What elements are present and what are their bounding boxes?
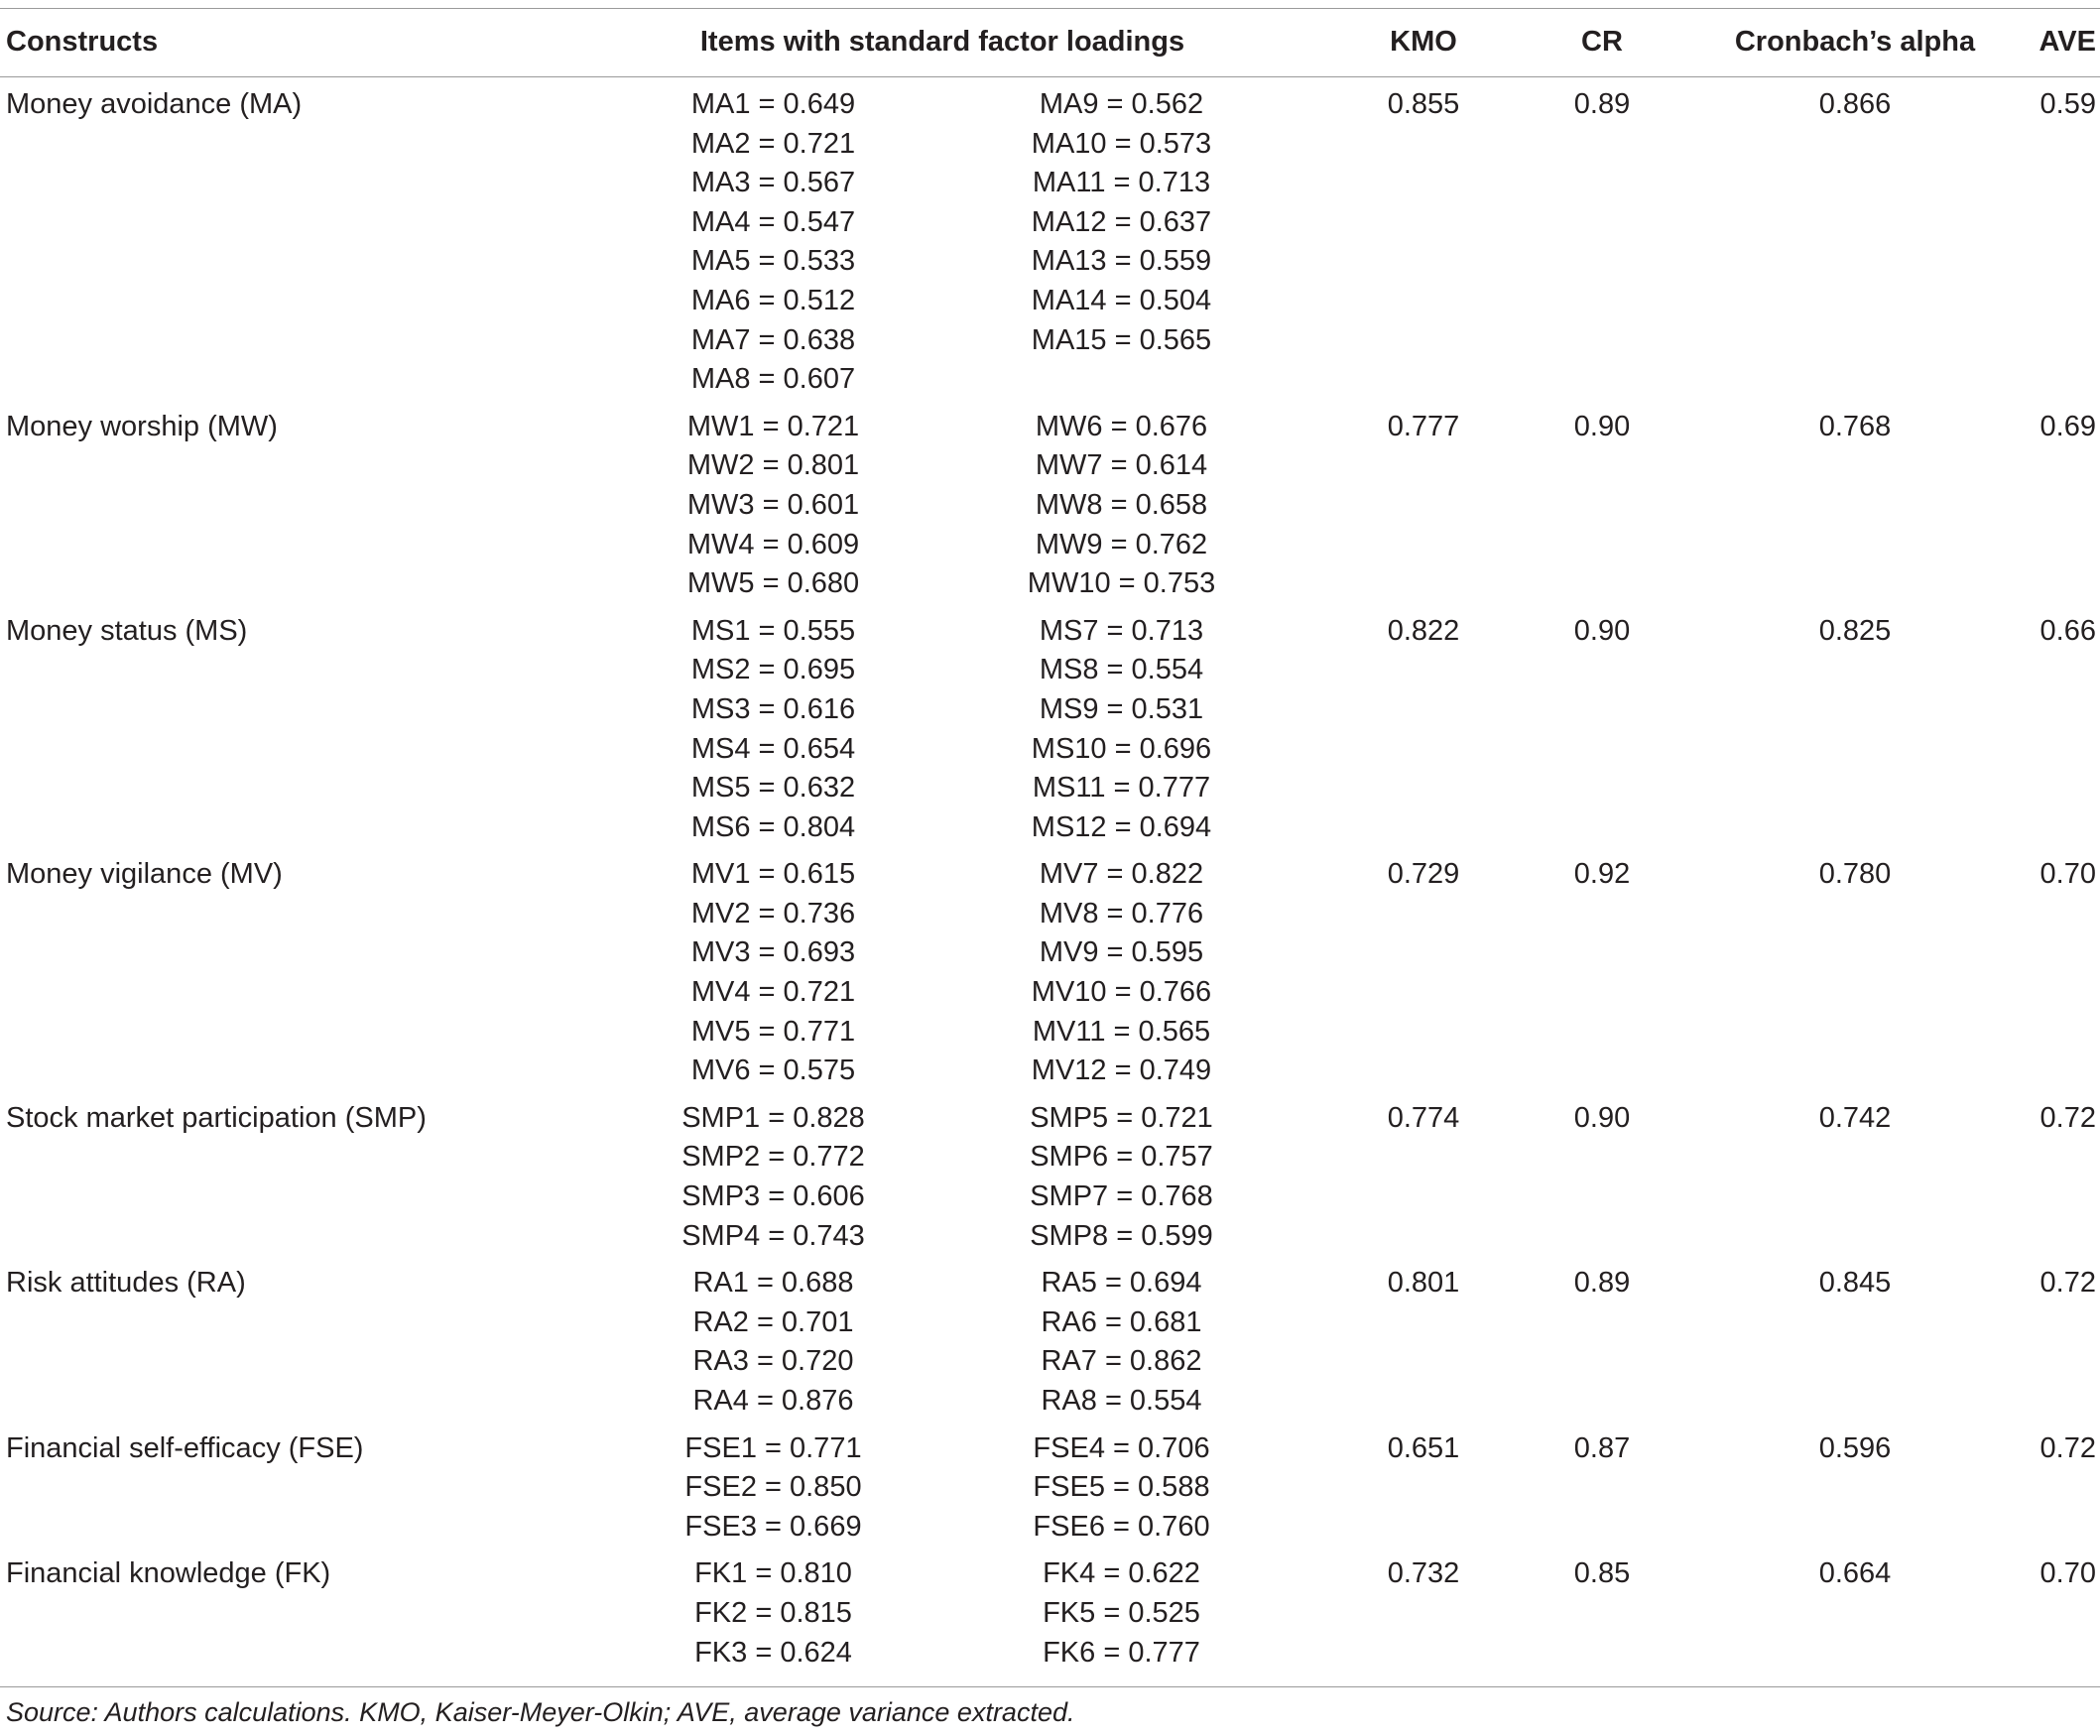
item-loading: MS6 = 0.804 xyxy=(690,810,856,843)
table-footnote: Source: Authors calculations. KMO, Kaiser-Meyer-Olkin; AVE, average variance extracted. xyxy=(6,1697,1075,1727)
item-loading: MW6 = 0.676 xyxy=(1035,410,1208,442)
table-row xyxy=(0,1256,2100,1421)
item-loading: MW7 = 0.614 xyxy=(1035,449,1208,482)
item-loading: MW5 = 0.680 xyxy=(686,567,860,600)
alpha-value: 0.742 xyxy=(1818,1101,1892,1134)
kmo-value: 0.651 xyxy=(1387,1431,1460,1464)
table-row xyxy=(0,1091,2100,1256)
item-loadings-right xyxy=(1012,400,1329,604)
item-loading: MA10 = 0.573 xyxy=(1031,127,1212,160)
cr-value: 0.90 xyxy=(1573,1101,1631,1134)
item-loading: MA7 = 0.638 xyxy=(690,323,856,356)
item-loading: SMP7 = 0.768 xyxy=(1030,1180,1213,1213)
header-kmo: KMO xyxy=(1390,26,1457,59)
item-loading: MA12 = 0.637 xyxy=(1031,205,1212,238)
cr-value: 0.89 xyxy=(1573,88,1631,120)
item-loading: MS1 = 0.555 xyxy=(690,614,856,647)
item-loading: SMP8 = 0.599 xyxy=(1030,1219,1213,1252)
item-loading: MW4 = 0.609 xyxy=(686,528,860,560)
item-loading: FK4 = 0.622 xyxy=(1043,1557,1200,1590)
item-loading: MS7 = 0.713 xyxy=(1039,614,1204,647)
item-loadings-right xyxy=(1012,1547,1329,1673)
kmo-value: 0.801 xyxy=(1387,1267,1460,1300)
cr-value: 0.89 xyxy=(1573,1267,1631,1300)
header-cr: CR xyxy=(1581,26,1623,59)
item-loading: MA14 = 0.504 xyxy=(1031,284,1212,316)
item-loading: MW9 = 0.762 xyxy=(1035,528,1208,560)
item-loadings-left xyxy=(556,1422,1012,1548)
header-ave: AVE xyxy=(2038,26,2096,59)
construct-name: Financial self-efficacy (FSE) xyxy=(6,1431,364,1464)
item-loading: MV11 = 0.565 xyxy=(1032,1015,1211,1048)
item-loading: MV8 = 0.776 xyxy=(1039,897,1204,930)
item-loading: MA5 = 0.533 xyxy=(690,245,856,278)
kmo-value: 0.822 xyxy=(1387,614,1460,647)
item-loading: MV10 = 0.766 xyxy=(1031,976,1212,1009)
item-loadings-right xyxy=(1012,1091,1329,1256)
kmo-value: 0.729 xyxy=(1387,858,1460,891)
item-loading: MA15 = 0.565 xyxy=(1031,323,1212,356)
item-loading: MA9 = 0.562 xyxy=(1039,88,1204,120)
ave-value: 0.70 xyxy=(2039,1557,2096,1590)
cr-value: 0.85 xyxy=(1573,1557,1631,1590)
cr-value: 0.87 xyxy=(1573,1431,1631,1464)
ave-value: 0.70 xyxy=(2039,858,2096,891)
construct-name: Money vigilance (MV) xyxy=(6,858,283,891)
item-loading: MS8 = 0.554 xyxy=(1039,654,1204,686)
item-loadings-right xyxy=(1012,604,1329,848)
kmo-value: 0.732 xyxy=(1387,1557,1460,1590)
table-row xyxy=(0,400,2100,604)
alpha-value: 0.845 xyxy=(1818,1267,1892,1300)
construct-name: Financial knowledge (FK) xyxy=(6,1557,331,1590)
item-loading: FSE2 = 0.850 xyxy=(684,1471,862,1504)
table-header xyxy=(0,9,2100,77)
kmo-value: 0.855 xyxy=(1387,88,1460,120)
item-loading: SMP3 = 0.606 xyxy=(681,1180,865,1213)
table-row xyxy=(0,604,2100,848)
item-loadings-left xyxy=(556,1256,1012,1421)
alpha-value: 0.866 xyxy=(1818,88,1892,120)
header-alpha: Cronbach’s alpha xyxy=(1734,26,1976,59)
reliability-table xyxy=(0,8,2100,1673)
item-loading: FK6 = 0.777 xyxy=(1043,1636,1200,1669)
item-loading: RA4 = 0.876 xyxy=(692,1385,854,1417)
item-loading: MW2 = 0.801 xyxy=(686,449,860,482)
item-loading: FSE4 = 0.706 xyxy=(1033,1431,1210,1464)
item-loading: RA7 = 0.862 xyxy=(1041,1345,1202,1378)
item-loadings-right xyxy=(1012,77,1329,400)
item-loading: MW10 = 0.753 xyxy=(1027,567,1216,600)
item-loading: MA4 = 0.547 xyxy=(690,205,856,238)
item-loading: MV5 = 0.771 xyxy=(690,1015,856,1048)
item-loading: MS10 = 0.696 xyxy=(1031,732,1212,765)
item-loading: MA1 = 0.649 xyxy=(690,88,856,120)
item-loading: RA1 = 0.688 xyxy=(692,1267,854,1300)
kmo-value: 0.777 xyxy=(1387,410,1460,442)
item-loadings-right xyxy=(1012,847,1329,1091)
item-loading: SMP4 = 0.743 xyxy=(681,1219,865,1252)
alpha-value: 0.768 xyxy=(1818,410,1892,442)
item-loading: MW8 = 0.658 xyxy=(1035,488,1208,521)
item-loading: MW1 = 0.721 xyxy=(686,410,860,442)
item-loading: RA5 = 0.694 xyxy=(1041,1267,1202,1300)
item-loading: MS5 = 0.632 xyxy=(690,772,856,805)
alpha-value: 0.825 xyxy=(1818,614,1892,647)
item-loading: MV12 = 0.749 xyxy=(1031,1054,1212,1087)
alpha-value: 0.780 xyxy=(1818,858,1892,891)
item-loading: MS12 = 0.694 xyxy=(1031,810,1212,843)
item-loading: SMP6 = 0.757 xyxy=(1030,1141,1213,1174)
construct-name: Risk attitudes (RA) xyxy=(6,1267,246,1300)
item-loading: RA6 = 0.681 xyxy=(1041,1305,1202,1338)
construct-name: Money avoidance (MA) xyxy=(6,88,303,120)
item-loading: MA8 = 0.607 xyxy=(690,363,856,396)
item-loadings-left xyxy=(556,400,1012,604)
item-loadings-right xyxy=(1012,1256,1329,1421)
item-loading: SMP2 = 0.772 xyxy=(681,1141,865,1174)
item-loading: MV3 = 0.693 xyxy=(690,936,856,969)
table-row xyxy=(0,1422,2100,1548)
header-items: Items with standard factor loadings xyxy=(699,26,1185,59)
construct-name: Stock market participation (SMP) xyxy=(6,1101,427,1134)
item-loading: RA2 = 0.701 xyxy=(692,1305,854,1338)
alpha-value: 0.664 xyxy=(1818,1557,1892,1590)
item-loading: FK3 = 0.624 xyxy=(694,1636,852,1669)
item-loading: RA3 = 0.720 xyxy=(692,1345,854,1378)
item-loading: MA2 = 0.721 xyxy=(690,127,856,160)
item-loadings-left xyxy=(556,1547,1012,1673)
item-loading: MA11 = 0.713 xyxy=(1032,167,1211,199)
ave-value: 0.66 xyxy=(2039,614,2096,647)
item-loadings-left xyxy=(556,1091,1012,1256)
kmo-value: 0.774 xyxy=(1387,1101,1460,1134)
item-loadings-left xyxy=(556,604,1012,848)
item-loading: FSE5 = 0.588 xyxy=(1033,1471,1210,1504)
item-loading: MV1 = 0.615 xyxy=(690,858,856,891)
item-loading: MA6 = 0.512 xyxy=(690,284,856,316)
item-loadings-right xyxy=(1012,1422,1329,1548)
cr-value: 0.92 xyxy=(1573,858,1631,891)
item-loading: MS11 = 0.777 xyxy=(1032,772,1211,805)
cr-value: 0.90 xyxy=(1573,614,1631,647)
item-loadings-left xyxy=(556,847,1012,1091)
item-loading: FK5 = 0.525 xyxy=(1043,1596,1200,1629)
item-loading: MA13 = 0.559 xyxy=(1031,245,1212,278)
item-loading: FK1 = 0.810 xyxy=(694,1557,852,1590)
item-loading: FSE6 = 0.760 xyxy=(1033,1510,1210,1543)
item-loading: FSE1 = 0.771 xyxy=(684,1431,862,1464)
header-row xyxy=(0,9,2100,77)
item-loading: MV7 = 0.822 xyxy=(1039,858,1204,891)
item-loading: MA3 = 0.567 xyxy=(690,167,856,199)
ave-value: 0.59 xyxy=(2039,88,2096,120)
item-loadings-left xyxy=(556,77,1012,400)
item-loading: SMP5 = 0.721 xyxy=(1030,1101,1213,1134)
ave-value: 0.69 xyxy=(2039,410,2096,442)
cr-value: 0.90 xyxy=(1573,410,1631,442)
item-loading: MV4 = 0.721 xyxy=(690,976,856,1009)
table-row xyxy=(0,77,2100,400)
ave-value: 0.72 xyxy=(2039,1267,2096,1300)
table-body xyxy=(0,77,2100,1674)
item-loading: MS3 = 0.616 xyxy=(690,692,856,725)
item-loading: MV6 = 0.575 xyxy=(690,1054,856,1087)
item-loading: SMP1 = 0.828 xyxy=(681,1101,865,1134)
construct-name: Money worship (MW) xyxy=(6,410,278,442)
ave-value: 0.72 xyxy=(2039,1431,2096,1464)
header-constructs: Constructs xyxy=(6,26,159,59)
bottom-rule xyxy=(0,1686,2100,1687)
item-loading: MV2 = 0.736 xyxy=(690,897,856,930)
table-row xyxy=(0,1547,2100,1673)
alpha-value: 0.596 xyxy=(1818,1431,1892,1464)
item-loading: FK2 = 0.815 xyxy=(694,1596,852,1629)
item-loading: FSE3 = 0.669 xyxy=(684,1510,862,1543)
table-row xyxy=(0,847,2100,1091)
item-loading: RA8 = 0.554 xyxy=(1041,1385,1202,1417)
item-loading: MW3 = 0.601 xyxy=(686,488,860,521)
item-loading: MS2 = 0.695 xyxy=(690,654,856,686)
item-loading: MS9 = 0.531 xyxy=(1039,692,1204,725)
item-loading: MS4 = 0.654 xyxy=(690,732,856,765)
ave-value: 0.72 xyxy=(2039,1101,2096,1134)
item-loading: MV9 = 0.595 xyxy=(1039,936,1204,969)
construct-name: Money status (MS) xyxy=(6,614,248,647)
